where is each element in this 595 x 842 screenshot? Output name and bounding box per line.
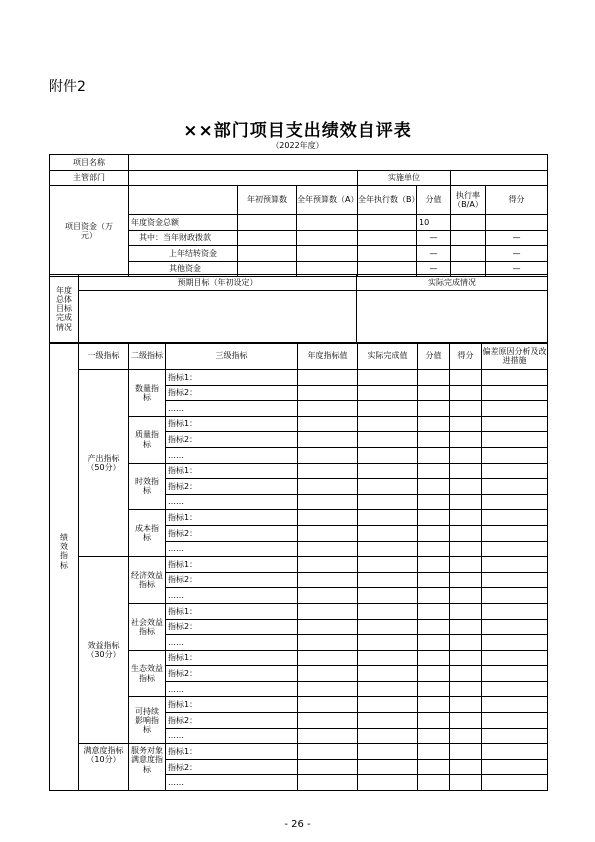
indicator-label: 指标1： [166, 744, 298, 760]
indicator-label: 指标2： [166, 713, 298, 729]
indicator-label: 指标2： [166, 525, 298, 541]
cell[interactable] [482, 479, 548, 495]
cell[interactable] [298, 775, 358, 791]
year-label: （2022年度） [271, 141, 324, 150]
cell[interactable] [358, 215, 417, 231]
cell[interactable] [450, 619, 482, 635]
cell[interactable] [418, 525, 450, 541]
cell[interactable] [358, 432, 418, 448]
get-value: — [486, 230, 548, 246]
level2-ecological: 生态效益指标 [129, 650, 166, 697]
cell[interactable] [482, 681, 548, 697]
cell[interactable] [358, 666, 418, 682]
cell[interactable] [418, 759, 450, 775]
indicator-more: …… [166, 635, 298, 651]
cell[interactable] [482, 541, 548, 557]
performance-table [49, 342, 548, 791]
level1-satisfaction: 满意度指标（10分） [79, 744, 129, 791]
cell[interactable] [298, 713, 358, 729]
indicator-label: 指标1： [166, 603, 298, 619]
goals-side-label: 年度总体目标完成情况 [50, 275, 79, 344]
cell[interactable] [238, 215, 297, 231]
cell[interactable] [358, 246, 417, 262]
row-carryover-label: 上年结转资金 [129, 246, 238, 262]
cell[interactable] [450, 401, 482, 417]
cell[interactable] [358, 681, 418, 697]
level2-sustainable: 可持续影响指标 [129, 697, 166, 744]
indicator-label: 指标2： [166, 759, 298, 775]
cell[interactable] [298, 557, 358, 573]
cell[interactable] [297, 215, 358, 231]
indicator-label: 指标2： [166, 385, 298, 401]
cell[interactable] [358, 447, 418, 463]
indicator-label: 指标1： [166, 557, 298, 573]
cell[interactable] [451, 215, 486, 231]
cell[interactable] [358, 603, 418, 619]
cell[interactable] [482, 525, 548, 541]
cell[interactable] [418, 432, 450, 448]
funds-label: 项目资金（万元） [50, 186, 129, 277]
cell[interactable] [450, 416, 482, 432]
cell[interactable] [482, 603, 548, 619]
score-value: 10 [417, 215, 451, 231]
department-value[interactable] [129, 170, 358, 186]
project-name-label: 项目名称 [50, 155, 129, 171]
indicator-label: 指标1： [166, 697, 298, 713]
col-exec-rate: 执行率（B/A） [451, 186, 486, 215]
col-get: 得分 [486, 186, 548, 215]
cell[interactable] [358, 230, 417, 246]
actual-completion-header: 实际完成情况 [357, 275, 548, 291]
cell[interactable] [418, 666, 450, 682]
cell[interactable] [418, 681, 450, 697]
level2-cost: 成本指标 [129, 510, 166, 557]
get-value: — [486, 246, 548, 262]
cell[interactable] [298, 494, 358, 510]
cell[interactable] [482, 588, 548, 604]
hdr-actual-value: 实际完成值 [358, 343, 418, 370]
col-score: 分值 [417, 186, 451, 215]
cell[interactable] [450, 713, 482, 729]
cell[interactable] [298, 463, 358, 479]
cell[interactable] [451, 230, 486, 246]
col-annual-exec: 全年执行数（B） [358, 186, 417, 215]
cell[interactable] [450, 432, 482, 448]
hdr-get: 得分 [450, 343, 482, 370]
expected-goal-header: 预期目标（年初设定） [79, 275, 357, 291]
indicator-label: 指标2： [166, 432, 298, 448]
cell[interactable] [358, 479, 418, 495]
level2-timeliness: 时效指标 [129, 463, 166, 510]
cell[interactable] [418, 510, 450, 526]
level2-quantity: 数量指标 [129, 370, 166, 417]
score-value: — [417, 230, 451, 246]
cell[interactable] [482, 370, 548, 386]
indicator-more: …… [166, 401, 298, 417]
cell[interactable] [298, 635, 358, 651]
cell[interactable] [358, 744, 418, 760]
indicator-label: 指标1： [166, 510, 298, 526]
cell[interactable] [482, 759, 548, 775]
expected-goal-cell[interactable] [79, 290, 357, 343]
cell[interactable] [418, 385, 450, 401]
cell[interactable] [298, 370, 358, 386]
cell[interactable] [450, 635, 482, 651]
cell[interactable] [358, 775, 418, 791]
cell[interactable] [298, 510, 358, 526]
cell[interactable] [450, 525, 482, 541]
col-initial-budget: 年初预算数 [238, 186, 297, 215]
cell[interactable] [418, 557, 450, 573]
level2-social: 社会效益指标 [129, 603, 166, 650]
col-annual-budget: 全年预算数（A） [297, 186, 358, 215]
cell[interactable] [482, 401, 548, 417]
cell[interactable] [298, 666, 358, 682]
cell[interactable] [450, 588, 482, 604]
cell[interactable] [358, 728, 418, 744]
perf-side-label: 绩效指标 [50, 343, 79, 791]
cell[interactable] [418, 588, 450, 604]
cell[interactable] [298, 759, 358, 775]
project-info-table [49, 154, 548, 277]
page-number: - 26 - [284, 819, 311, 830]
cell[interactable] [238, 246, 297, 262]
cell[interactable] [482, 635, 548, 651]
implementer-label: 实施单位 [358, 170, 451, 186]
hdr-annual-target: 年度指标值 [298, 343, 358, 370]
cell[interactable] [298, 728, 358, 744]
score-value: — [417, 261, 451, 277]
cell[interactable] [482, 666, 548, 682]
cell[interactable] [418, 603, 450, 619]
cell[interactable] [482, 557, 548, 573]
cell[interactable] [418, 572, 450, 588]
indicator-label: 指标2： [166, 619, 298, 635]
cell[interactable] [450, 370, 482, 386]
cell[interactable] [450, 728, 482, 744]
cell[interactable] [298, 416, 358, 432]
cell[interactable] [450, 666, 482, 682]
cell[interactable] [418, 775, 450, 791]
cell[interactable] [298, 541, 358, 557]
cell[interactable] [298, 603, 358, 619]
cell[interactable] [358, 416, 418, 432]
cell[interactable] [482, 619, 548, 635]
cell[interactable] [450, 557, 482, 573]
cell[interactable] [482, 697, 548, 713]
indicator-label: 指标2： [166, 572, 298, 588]
cell[interactable] [358, 697, 418, 713]
cell[interactable] [482, 432, 548, 448]
cell[interactable] [298, 588, 358, 604]
cell[interactable] [418, 463, 450, 479]
hdr-level1: 一级指标 [79, 343, 129, 370]
cell[interactable] [418, 650, 450, 666]
goals-table [49, 274, 548, 344]
cell[interactable] [482, 728, 548, 744]
cell[interactable] [358, 635, 418, 651]
cell[interactable] [482, 494, 548, 510]
attachment-label: 附件2 [49, 79, 86, 95]
cell[interactable] [482, 775, 548, 791]
cell[interactable] [298, 479, 358, 495]
row-fiscal-label: 其中：当年财政拨款 [129, 230, 238, 246]
cell[interactable] [482, 650, 548, 666]
cell[interactable] [451, 246, 486, 262]
blank-cell [129, 186, 238, 215]
get-value: — [486, 261, 548, 277]
cell[interactable] [358, 619, 418, 635]
level2-economic: 经济效益指标 [129, 557, 166, 604]
cell[interactable] [298, 697, 358, 713]
cell[interactable] [298, 385, 358, 401]
department-label: 主管部门 [50, 170, 129, 186]
hdr-score: 分值 [418, 343, 450, 370]
indicator-more: …… [166, 728, 298, 744]
level2-service-satisfaction: 服务对象满意度指标 [129, 744, 166, 791]
cell[interactable] [482, 447, 548, 463]
cell[interactable] [450, 463, 482, 479]
level1-benefit: 效益指标（30分） [79, 557, 129, 744]
cell[interactable] [238, 230, 297, 246]
cell[interactable] [450, 759, 482, 775]
indicator-label: 指标2： [166, 479, 298, 495]
cell[interactable] [298, 650, 358, 666]
cell[interactable] [482, 416, 548, 432]
cell[interactable] [418, 416, 450, 432]
level1-output: 产出指标（50分） [79, 370, 129, 557]
cell[interactable] [418, 728, 450, 744]
cell[interactable] [482, 385, 548, 401]
indicator-label: 指标1： [166, 416, 298, 432]
cell[interactable] [450, 650, 482, 666]
cell[interactable] [298, 447, 358, 463]
indicator-more: …… [166, 588, 298, 604]
performance-section [49, 342, 547, 788]
indicator-label: 指标1： [166, 370, 298, 386]
cell[interactable] [450, 572, 482, 588]
cell[interactable] [358, 370, 418, 386]
cell[interactable] [298, 681, 358, 697]
row-total-label: 年度资金总额 [129, 215, 238, 231]
cell[interactable] [358, 525, 418, 541]
cell[interactable] [418, 697, 450, 713]
cell[interactable] [358, 463, 418, 479]
cell[interactable] [358, 759, 418, 775]
cell[interactable] [358, 541, 418, 557]
cell[interactable] [298, 525, 358, 541]
hdr-deviation: 偏差原因分析及改进措施 [482, 343, 548, 370]
indicator-more: …… [166, 541, 298, 557]
project-name-value[interactable] [129, 155, 548, 171]
cell[interactable] [418, 370, 450, 386]
indicator-more: …… [166, 681, 298, 697]
cell[interactable] [358, 557, 418, 573]
indicator-label: 指标1： [166, 650, 298, 666]
cell[interactable] [450, 510, 482, 526]
row-other-label: 其他资金 [129, 261, 238, 277]
cell[interactable] [450, 681, 482, 697]
cell[interactable] [450, 603, 482, 619]
document-title: ××部门项目支出绩效自评表 [183, 121, 412, 141]
cell[interactable] [418, 713, 450, 729]
cell[interactable] [298, 619, 358, 635]
cell[interactable] [418, 401, 450, 417]
cell[interactable] [418, 744, 450, 760]
implementer-value[interactable] [451, 170, 548, 186]
cell[interactable] [418, 479, 450, 495]
cell[interactable] [482, 572, 548, 588]
cell[interactable] [482, 744, 548, 760]
cell[interactable] [418, 635, 450, 651]
cell[interactable] [482, 463, 548, 479]
score-value: — [417, 246, 451, 262]
cell[interactable] [297, 246, 358, 262]
cell[interactable] [297, 230, 358, 246]
cell[interactable] [450, 697, 482, 713]
cell[interactable] [358, 401, 418, 417]
indicator-more: …… [166, 447, 298, 463]
cell[interactable] [358, 494, 418, 510]
cell[interactable] [486, 215, 548, 231]
cell[interactable] [358, 572, 418, 588]
cell[interactable] [418, 447, 450, 463]
cell[interactable] [358, 510, 418, 526]
cell[interactable] [418, 619, 450, 635]
cell[interactable] [450, 744, 482, 760]
cell[interactable] [418, 494, 450, 510]
cell[interactable] [450, 541, 482, 557]
cell[interactable] [358, 588, 418, 604]
indicator-label: 指标1： [166, 463, 298, 479]
hdr-level2: 二级指标 [129, 343, 166, 370]
hdr-level3: 三级指标 [166, 343, 298, 370]
cell[interactable] [358, 713, 418, 729]
level2-quality: 质量指标 [129, 416, 166, 463]
cell[interactable] [418, 541, 450, 557]
cell[interactable] [450, 447, 482, 463]
cell[interactable] [450, 385, 482, 401]
cell[interactable] [358, 385, 418, 401]
cell[interactable] [482, 713, 548, 729]
cell[interactable] [298, 401, 358, 417]
cell[interactable] [358, 650, 418, 666]
cell[interactable] [298, 744, 358, 760]
cell[interactable] [298, 572, 358, 588]
indicator-more: …… [166, 494, 298, 510]
cell[interactable] [450, 479, 482, 495]
indicator-label: 指标2： [166, 666, 298, 682]
cell[interactable] [298, 432, 358, 448]
cell[interactable] [450, 494, 482, 510]
cell[interactable] [482, 510, 548, 526]
cell[interactable] [450, 775, 482, 791]
indicator-more: …… [166, 775, 298, 791]
actual-completion-cell[interactable] [357, 290, 548, 343]
